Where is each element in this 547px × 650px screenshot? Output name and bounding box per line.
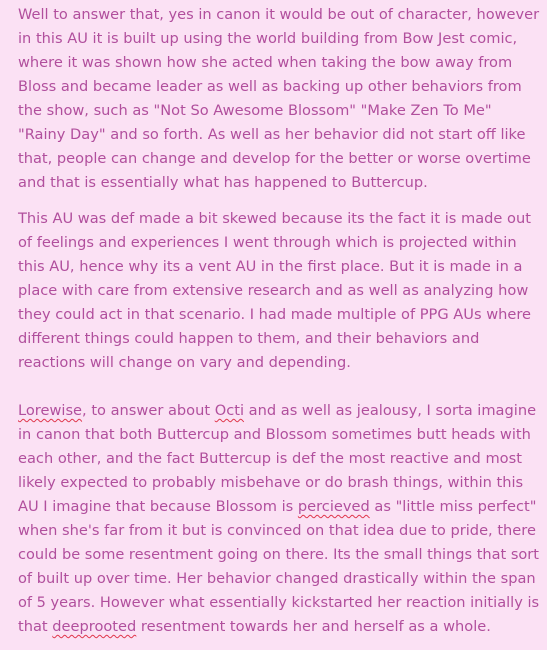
text-line: of built up over time. Her behavior changed drastically within the span xyxy=(18,570,536,587)
paragraph-3 xyxy=(18,399,540,639)
text-line: when she's far from it but is convinced on that idea due to pride, there xyxy=(18,522,536,539)
text-line: different things could happen to them, and their behaviors and xyxy=(18,330,480,347)
text-line: and that is essentially what has happened to Buttercup. xyxy=(18,174,428,191)
text-line: in canon that both Buttercup and Blossom sometimes butt heads with xyxy=(18,426,531,443)
paragraph-2 xyxy=(18,207,532,375)
text-line: Well to answer that, yes in canon it would be out of character, however xyxy=(18,6,540,23)
text-fragment: , to answer about xyxy=(82,402,215,419)
text-line: in this AU it is built up using the world building from Bow Jest comic, xyxy=(18,30,518,47)
text-line: they could act in that scenario. I had made multiple of PPG AUs where xyxy=(18,306,532,323)
misspelled-word[interactable]: percieved xyxy=(297,498,370,515)
paragraph-1 xyxy=(18,3,540,195)
text-line: Bloss and became leader as well as backing up other behaviors from xyxy=(18,78,522,95)
text-line: "Rainy Day" and so forth. As well as her behavior did not start off like xyxy=(18,126,526,143)
misspelled-word[interactable]: deeprooted xyxy=(52,618,137,635)
text-line: place with care from extensive research and as well as analyzing how xyxy=(18,282,529,299)
text-line xyxy=(18,495,537,519)
text-line: this AU, hence why its a vent AU in the first place. But it is made in a xyxy=(18,258,523,275)
text-line: likely expected to probably misbehave or do brash things, within this xyxy=(18,474,524,491)
text-line: the show, such as "Not So Awesome Blossom" "Make Zen To Me" xyxy=(18,102,492,119)
text-line: reactions will change on vary and depending. xyxy=(18,354,351,371)
text-line xyxy=(18,615,532,639)
text-fragment: and as well as jealousy, I sorta imagine xyxy=(244,402,537,419)
text-line: could be some resentment going on there. Its the small things that sort xyxy=(18,547,539,563)
text-line xyxy=(18,399,537,423)
misspelled-word[interactable]: Lorewise xyxy=(18,402,83,419)
text-line: of feelings and experiences I went through which is projected within xyxy=(18,234,517,251)
misspelled-word[interactable]: Octi xyxy=(214,402,245,419)
text-line: that, people can change and develop for the better or worse overtime xyxy=(18,150,531,167)
text-fragment: AU I imagine that because Blossom is xyxy=(18,498,298,515)
text-fragment: resentment towards her and herself as a whole. xyxy=(136,618,491,635)
text-fragment: that xyxy=(18,618,53,635)
text-line: where it was shown how she acted when taking the bow away from xyxy=(18,54,513,71)
text-line: This AU was def made a bit skewed because its the fact it is made out xyxy=(18,210,531,227)
text-line: each other, and the fact Buttercup is def the most reactive and most xyxy=(18,450,522,467)
text-line: of 5 years. However what essentially kickstarted her reaction initially is xyxy=(18,594,540,611)
text-fragment: as "little miss perfect" xyxy=(369,498,537,515)
